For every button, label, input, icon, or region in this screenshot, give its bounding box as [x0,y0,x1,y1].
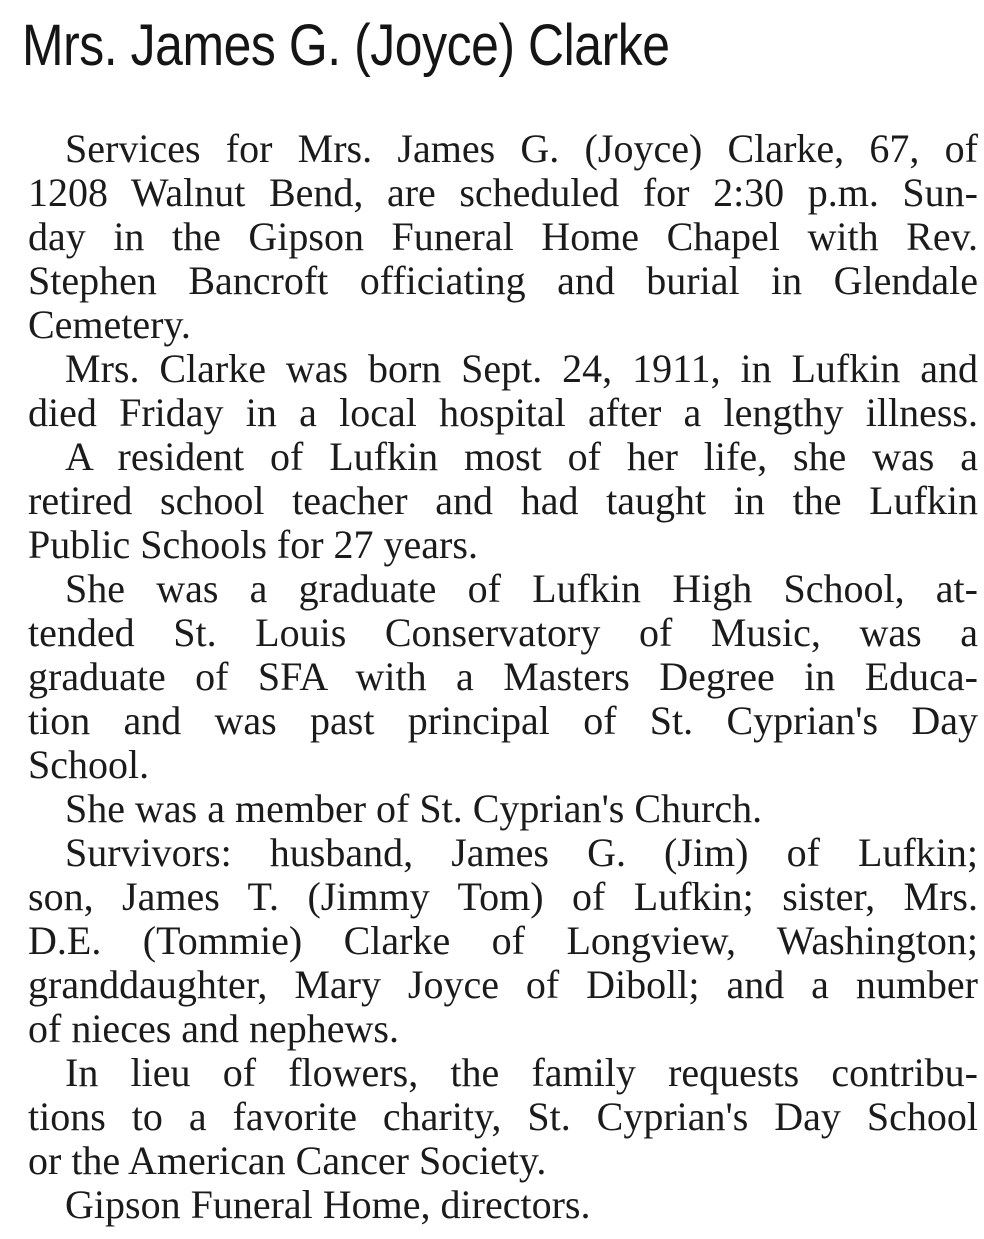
text-line: Survivors: husband, James G. (Jim) of Lufkin; [65,831,978,875]
text-line: Services for Mrs. James G. (Joyce) Clarke, 67, of [65,127,978,171]
text-line: son, James T. (Jimmy Tom) of Lufkin; sister, Mrs. [28,875,978,919]
text-line: tions to a favorite charity, St. Cyprian's Day School [28,1095,978,1139]
obituary-body [28,127,978,1227]
text-line: retired school teacher and had taught in the Lufkin [28,479,978,523]
paragraph-education [28,567,978,787]
paragraph-directors [28,1183,978,1227]
paragraph-birth [28,347,978,435]
text-line: graduate of SFA with a Masters Degree in Educa- [28,655,978,699]
text-line: tended St. Louis Conservatory of Music, was a [28,611,978,655]
obituary-headline: Mrs. James G. (Joyce) Clarke [22,13,670,78]
text-line: A resident of Lufkin most of her life, she was a [65,435,978,479]
text-line: In lieu of flowers, the family requests contribu- [65,1051,978,1095]
text-line: day in the Gipson Funeral Home Chapel with Rev. [28,215,978,259]
text-line: granddaughter, Mary Joyce of Diboll; and a number [28,963,978,1007]
paragraph-memorials [28,1051,978,1183]
text-line: Mrs. Clarke was born Sept. 24, 1911, in Lufkin and [65,347,978,391]
text-line: 1208 Walnut Bend, are scheduled for 2:30 p.m. Sun- [28,171,978,215]
text-line: D.E. (Tommie) Clarke of Longview, Washington; [28,919,978,963]
text-line: of nieces and nephews. [28,1007,399,1051]
text-line: or the American Cancer Society. [28,1139,547,1183]
paragraph-survivors [28,831,978,1051]
text-line: She was a graduate of Lufkin High School, at- [65,567,978,611]
text-line: tion and was past principal of St. Cyprian's Day [28,699,978,743]
text-line: Public Schools for 27 years. [28,523,478,567]
text-line: Cemetery. [28,303,191,347]
text-line: died Friday in a local hospital after a lengthy illness. [28,391,978,435]
text-line: School. [28,743,150,787]
text-line: Stephen Bancroft officiating and burial in Glendale [28,259,978,303]
text-line: Gipson Funeral Home, directors. [65,1183,591,1227]
paragraph-residence [28,435,978,567]
paragraph-church [28,787,978,831]
text-line: She was a member of St. Cyprian's Church. [65,787,763,831]
paragraph-services [28,127,978,347]
